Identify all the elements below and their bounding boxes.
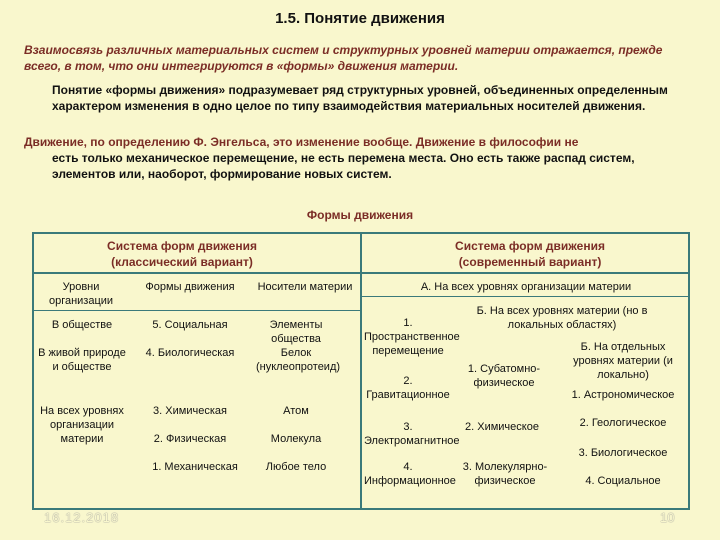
right-section-a: А. На всех уровнях организации материи (420, 281, 632, 293)
form-biological: 4. Биологическая (145, 347, 235, 359)
carrier-protein: Белок (нуклеопротеид) (256, 347, 341, 373)
paragraph-engels-definition: Движение, по определению Ф. Энгельса, это изменение вообще. Движение в философии не (24, 135, 579, 149)
page-title: 1.5. Понятие движения (275, 10, 445, 27)
level-living-nature: В живой природе и обществе (38, 347, 126, 373)
table-header-divider (32, 272, 690, 274)
form-mechanical: 1. Механическая (152, 461, 238, 473)
column-levels: Уровни организации (48, 281, 114, 307)
column-forms: Формы движения (145, 281, 235, 293)
right-section-b-other: Б. На отдельных уровнях материи (и локально) (573, 341, 673, 381)
paragraph-engels-continued: есть только механическое перемещение, не есть перемена места. Оно есть также распад систем, элементов или, наоборот, формирование новых систем. (52, 151, 635, 181)
forms-heading: Формы движения (306, 208, 414, 222)
carrier-society: Элементы общества (269, 319, 323, 345)
modern-form-biological: 3. Биологическое (578, 447, 668, 459)
level-all-matter: На всех уровнях организации материи (40, 405, 124, 445)
modern-form-electromagnetic: 3. Электромагнитное (364, 421, 460, 447)
form-chemical: 3. Химическая (153, 405, 227, 417)
carrier-molecule: Молекула (270, 433, 322, 445)
modern-form-molecular-physical: 3. Молекулярно-физическое (462, 461, 548, 487)
paragraph-interconnection: Взаимосвязь различных материальных систем и структурных уровней материи отражается, прежде всего, в том, что они интегрируются в «формы» движения материи. (24, 43, 663, 73)
left-subheader-divider (32, 310, 360, 311)
modern-form-gravitational: 2. Гравитационное (366, 375, 450, 401)
footer-page-number: 10 (660, 510, 675, 525)
modern-form-chemical: 2. Химическое (465, 421, 539, 433)
modern-form-astronomical: 1. Астрономическое (571, 389, 675, 401)
right-section-b: Б. На всех уровнях материи (но в локальных областях) (476, 305, 648, 331)
right-subheader-divider (362, 296, 690, 297)
modern-form-subatomic: 1. Субатомно-физическое (467, 363, 541, 389)
level-society: В обществе (51, 319, 113, 331)
column-carriers: Носители материи (257, 281, 353, 293)
form-social: 5. Социальная (152, 319, 228, 331)
left-table-header: Система форм движения (классический вариант) (107, 239, 257, 269)
modern-form-spatial: 1. Пространственное перемещение (364, 317, 460, 357)
footer-date: 16.12.2018 (44, 510, 120, 525)
modern-form-social: 4. Социальное (585, 475, 661, 487)
form-physical: 2. Физическая (153, 433, 227, 445)
paragraph-forms-concept: Понятие «формы движения» подразумевает ряд структурных уровней, объединенных определенным характером изменения в одно целое по типу взаимодействия материальных носителей движения. (52, 83, 668, 113)
carrier-any-body: Любое тело (265, 461, 327, 473)
modern-form-geological: 2. Геологическое (579, 417, 667, 429)
modern-form-informational: 4. Информационное (364, 461, 456, 487)
right-table-header: Система форм движения (современный вариант) (455, 239, 605, 269)
carrier-atom: Атом (283, 405, 309, 417)
